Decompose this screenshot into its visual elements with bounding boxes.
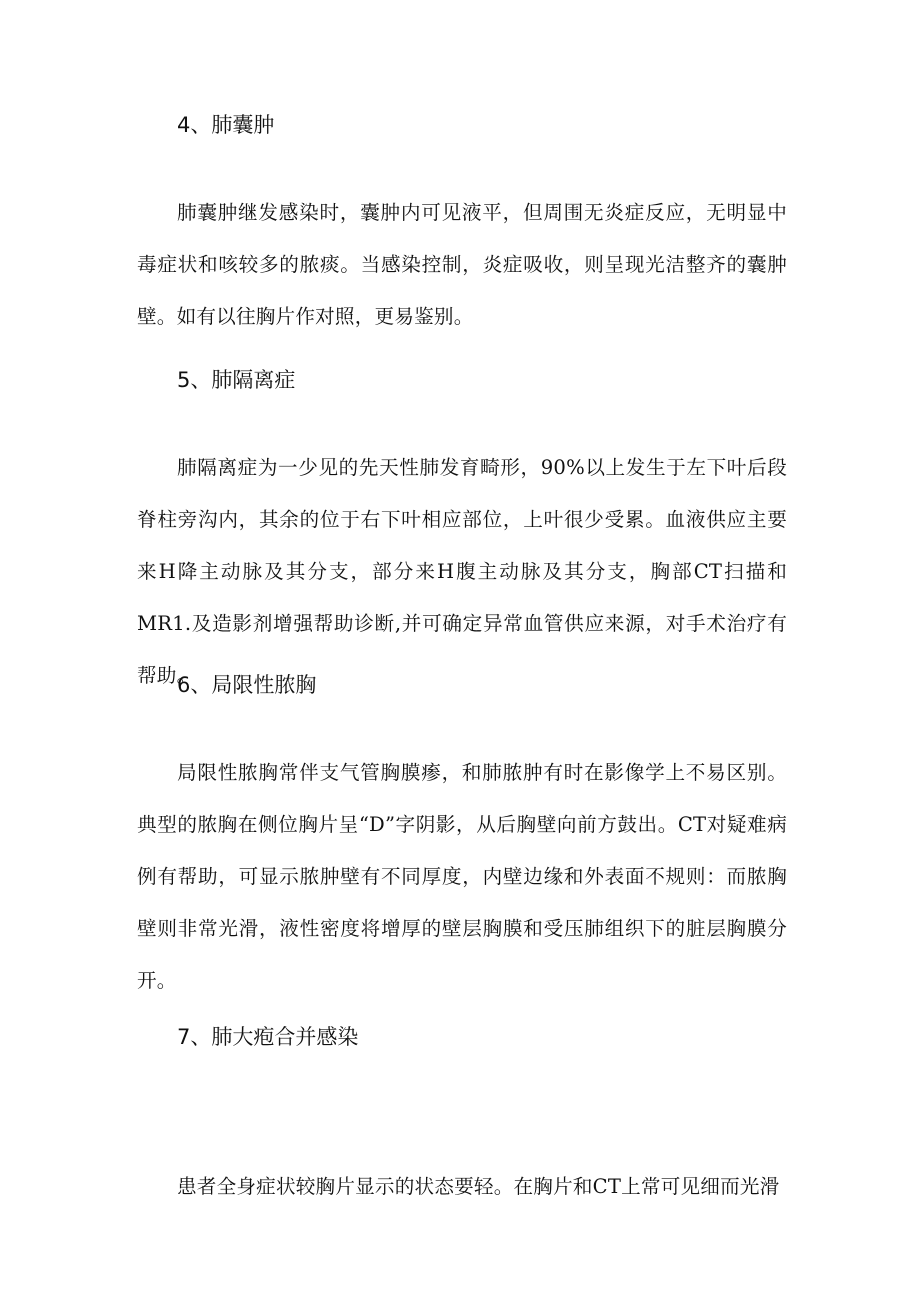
section-heading-bullae-infection: 7、肺大疱合并感染: [177, 1025, 359, 1049]
section-paragraph-pulmonary-sequestration: 肺隔离症为一少见的先天性肺发育畸形，90%以上发生于左下叶后段脊柱旁沟内，其余的位于右下叶相应部位，上叶很少受累。血液供应主要来H降主动脉及其分支，部分来H腹主动脉及其分支，胸部CT扫描和MR1.及造影剂增强帮助诊断,并可确定异常血管供应来源，对手术治疗有帮助。: [137, 456, 787, 687]
section-paragraph-localized-empyema: 局限性脓胸常伴支气管胸膜瘆，和肺脓肿有时在影像学上不易区别。典型的脓胸在侧位胸片呈“D”字阴影，从后胸壁向前方鼓出。CT对疑难病例有帮助，可显示脓肿壁有不同厚度，内壁边缘和外表面不规则：而脓胸壁则非常光滑，液性密度将增厚的壁层胸膜和受压肺组织下的脏层胸膜分开。: [137, 761, 787, 992]
section-heading-localized-empyema: 6、局限性脓胸: [177, 673, 317, 697]
section-paragraph-lung-cyst: 肺囊肿继发感染时，囊肿内可见液平，但周围无炎症反应，无明显中毒症状和咳较多的脓痰。当感染控制，炎症吸收，则呈现光洁整齐的囊肿壁。如有以往胸片作对照，更易鉴别。: [137, 201, 787, 328]
section-heading-lung-cyst: 4、肺囊肿: [177, 113, 275, 137]
section-heading-pulmonary-sequestration: 5、肺隔离症: [177, 368, 296, 392]
section-paragraph-bullae-infection: 患者全身症状较胸片显示的状态要轻。在胸片和CT上常可见细而光滑: [177, 1175, 780, 1198]
